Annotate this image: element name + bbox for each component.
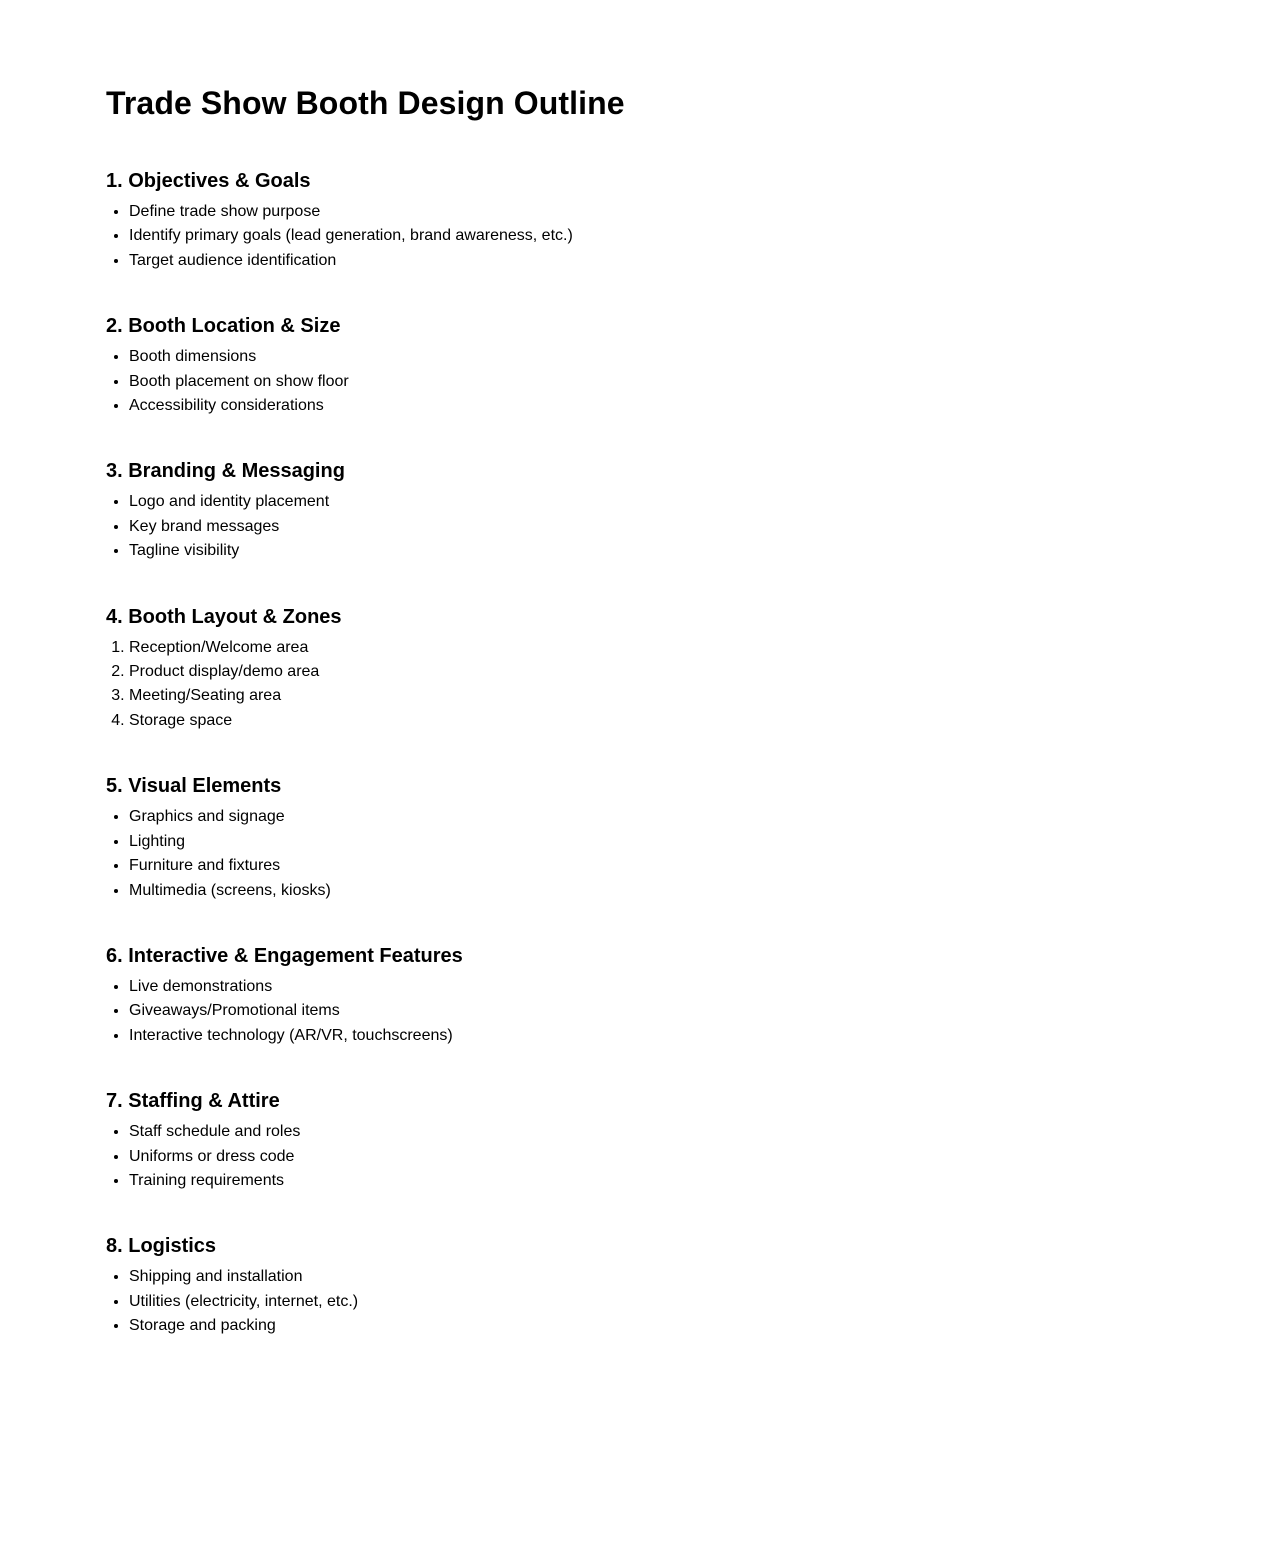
section-heading: 7. Staffing & Attire — [106, 1090, 280, 1113]
list-item: • Accessibility considerations — [129, 394, 1206, 418]
list-item: • Lighting — [129, 830, 1206, 854]
list-item: • Shipping and installation — [129, 1265, 1206, 1289]
page-title: Trade Show Booth Design Outline — [106, 85, 625, 121]
bullet-list — [106, 975, 1206, 1048]
bullet-list — [106, 1120, 1206, 1193]
section-heading: 5. Visual Elements — [106, 775, 282, 798]
section-heading: 4. Booth Layout & Zones — [106, 605, 342, 628]
list-item: • Tagline visibility — [129, 539, 1206, 563]
list-item: • Training requirements — [129, 1169, 1206, 1193]
outline-section — [106, 774, 1206, 903]
list-item: • Staff schedule and roles — [129, 1120, 1206, 1144]
list-item: • Furniture and fixtures — [129, 854, 1206, 878]
list-item: 4. Storage space — [129, 709, 1206, 733]
bullet-list — [106, 1265, 1206, 1338]
bullet-list — [106, 200, 1206, 273]
list-item: • Identify primary goals (lead generation, brand awareness, etc.) — [129, 224, 1206, 248]
bullet-list — [106, 490, 1206, 563]
list-item: • Key brand messages — [129, 515, 1206, 539]
outline-sections — [106, 169, 1206, 1339]
bullet-list — [106, 345, 1206, 418]
list-item: • Giveaways/Promotional items — [129, 999, 1206, 1023]
section-heading: 3. Branding & Messaging — [106, 460, 345, 483]
list-item: • Graphics and signage — [129, 805, 1206, 829]
outline-section — [106, 1089, 1206, 1193]
outline-section — [106, 459, 1206, 563]
list-item: • Uniforms or dress code — [129, 1145, 1206, 1169]
section-heading: 6. Interactive & Engagement Features — [106, 944, 463, 967]
outline-section — [106, 314, 1206, 418]
list-item: • Logo and identity placement — [129, 490, 1206, 514]
list-item: 2. Product display/demo area — [129, 660, 1206, 684]
list-item: • Live demonstrations — [129, 975, 1206, 999]
outline-section — [106, 944, 1206, 1048]
list-item: 1. Reception/Welcome area — [129, 636, 1206, 660]
section-heading: 1. Objectives & Goals — [106, 170, 311, 192]
outline-section — [106, 169, 1206, 273]
list-item: • Storage and packing — [129, 1314, 1206, 1338]
bullet-list — [106, 805, 1206, 903]
list-item: • Utilities (electricity, internet, etc.) — [129, 1290, 1206, 1314]
list-item: • Interactive technology (AR/VR, touchscreens) — [129, 1024, 1206, 1048]
list-item: • Booth dimensions — [129, 345, 1206, 369]
list-item: 3. Meeting/Seating area — [129, 684, 1206, 708]
outline-section — [106, 1234, 1206, 1338]
list-item: • Target audience identification — [129, 249, 1206, 273]
list-item: • Multimedia (screens, kiosks) — [129, 879, 1206, 903]
list-item: • Define trade show purpose — [129, 200, 1206, 224]
section-heading: 2. Booth Location & Size — [106, 315, 341, 338]
list-item: • Booth placement on show floor — [129, 370, 1206, 394]
outline-section — [106, 605, 1206, 734]
numbered-list — [106, 636, 1206, 734]
section-heading: 8. Logistics — [106, 1235, 217, 1258]
